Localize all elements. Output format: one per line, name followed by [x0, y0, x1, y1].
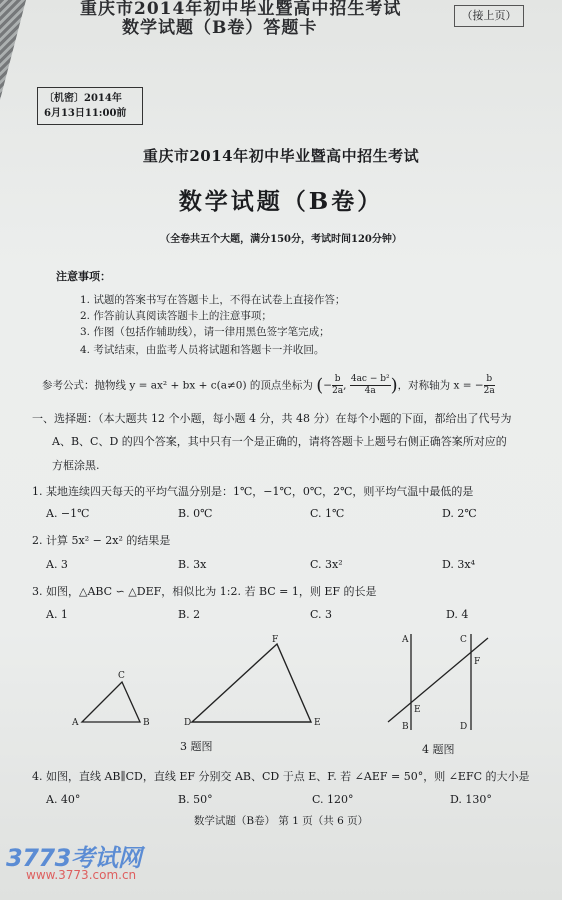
section-1-intro: 一、选择题：（本大题共 12 个小题，每小题 4 分，共 48 分）在每个小题的下面，都给出了代号为: [32, 412, 512, 425]
axis-fraction: $\frac{b}{2a}$: [483, 374, 495, 396]
section-1-intro-3: 方框涂黑.: [52, 459, 100, 472]
watermark-logo: 3773考试网: [6, 844, 142, 872]
label-d: D: [184, 718, 192, 728]
q1-option-c: C. 1℃: [310, 507, 345, 520]
binding-edge: [0, 0, 26, 100]
axis-text: ，对称轴为 x = −: [397, 379, 484, 392]
question-1-stem: 1. 某地连续四天每天的平均气温分别是：1℃，−1℃，0℃，2℃，则平均气温中最低的是: [32, 485, 474, 498]
continue-box: （接上页）: [454, 5, 524, 27]
confidential-box: [37, 87, 143, 125]
q2-option-b: B. 3x: [178, 558, 207, 571]
label-a: A: [402, 635, 409, 645]
q3-option-b: B. 2: [178, 608, 201, 621]
q4-option-c: C. 120°: [312, 793, 354, 806]
question-3-stem: 3. 如图，△ABC ∽ △DEF，相似比为 1:2. 若 BC = 1，则 EF 的长是: [32, 585, 377, 598]
label-b: B: [402, 722, 409, 732]
section-1-intro-2: A、B、C、D 的四个答案，其中只有一个是正确的，请将答题卡上题号右侧正确答案所对应的: [52, 435, 507, 448]
q1-option-b: B. 0℃: [178, 507, 213, 520]
q3-option-a: A. 1: [46, 608, 68, 621]
exam-title: 重庆市2014年初中毕业暨高中招生考试: [142, 147, 420, 165]
label-c: C: [118, 671, 125, 681]
vertex-y-fraction: $\frac{\text{4ac − b²}}{4a}$: [350, 374, 390, 396]
label-e: E: [314, 718, 321, 728]
q4-option-d: D. 130°: [450, 793, 492, 806]
q1-option-a: A. −1℃: [46, 507, 90, 520]
q3-option-c: C. 3: [310, 608, 333, 621]
q3-option-d: D. 4: [446, 608, 469, 621]
notice-item: 2. 作答前认真阅读答题卡上的注意事项；: [80, 310, 272, 322]
label-f: F: [272, 635, 279, 645]
question-4-stem: 4. 如图，直线 AB∥CD，直线 EF 分别交 AB、CD 于点 E、F. 若 ∠AEF = 50°，则 ∠EFC 的大小是: [32, 770, 530, 783]
reference-prefix: 参考公式：抛物线 y = ax² + bx + c(a≠0) 的顶点坐标为: [42, 379, 313, 392]
question-2-stem: 2. 计算 5x² − 2x² 的结果是: [32, 534, 171, 547]
label-c: C: [460, 635, 467, 645]
paper-title: 数学试题（B卷）: [178, 188, 384, 215]
paren-close: ): [390, 375, 398, 396]
notice-item: 3. 作图（包括作辅助线），请一律用黑色签字笔完成；: [80, 326, 330, 338]
q1-option-d: D. 2℃: [442, 507, 477, 520]
bleed-header-line: 重庆市2014年初中毕业暨高中招生考试: [80, 0, 402, 19]
confidential-line-1: 〔机密〕2014年: [44, 93, 122, 104]
notice-item: 1. 试题的答案书写在答题卡上，不得在试卷上直接作答；: [80, 294, 346, 306]
notice-heading: 注意事项：: [56, 270, 111, 283]
confidential-line-2: 6月13日11:00前: [44, 108, 127, 119]
paper-subtitle: （全卷共五个大题，满分150分，考试时间120分钟）: [160, 234, 402, 245]
line-ef: [388, 638, 488, 722]
figure-4: [380, 630, 500, 738]
label-f: F: [474, 657, 481, 667]
q2-option-d: D. 3x⁴: [442, 558, 476, 571]
watermark-url: www.3773.com.cn: [26, 868, 137, 882]
q2-option-c: C. 3x²: [310, 558, 343, 571]
figure-3: [60, 630, 350, 740]
label-b: B: [143, 718, 150, 728]
triangle-def: [192, 644, 311, 722]
label-e: E: [414, 705, 421, 715]
notice-item: 4. 考试结束，由监考人员将试题和答题卡一并收回。: [80, 344, 325, 356]
answer-card-header: 数学试题（B卷）答题卡: [122, 18, 318, 38]
q4-option-b: B. 50°: [178, 793, 213, 806]
label-d: D: [460, 722, 468, 732]
reference-formula: 参考公式：抛物线 y = ax² + bx + c(a≠0) 的顶点坐标为 (− $\frac{b}{2a}$ , $\frac{\text{4ac − b²}}{4a}$ )，对称轴为 x = − $\frac{b}{2a}$: [42, 374, 495, 396]
triangle-abc: [82, 682, 140, 722]
figure-3-caption: 3 题图: [180, 740, 213, 753]
q2-option-a: A. 3: [46, 558, 68, 571]
page-footer: 数学试题（B卷） 第 1 页（共 6 页）: [193, 815, 369, 827]
figure-4-caption: 4 题图: [422, 743, 455, 756]
label-a: A: [72, 718, 79, 728]
paren-open: (: [316, 375, 324, 396]
q4-option-a: A. 40°: [46, 793, 81, 806]
vertex-x-fraction: $\frac{b}{2a}$: [332, 374, 344, 396]
